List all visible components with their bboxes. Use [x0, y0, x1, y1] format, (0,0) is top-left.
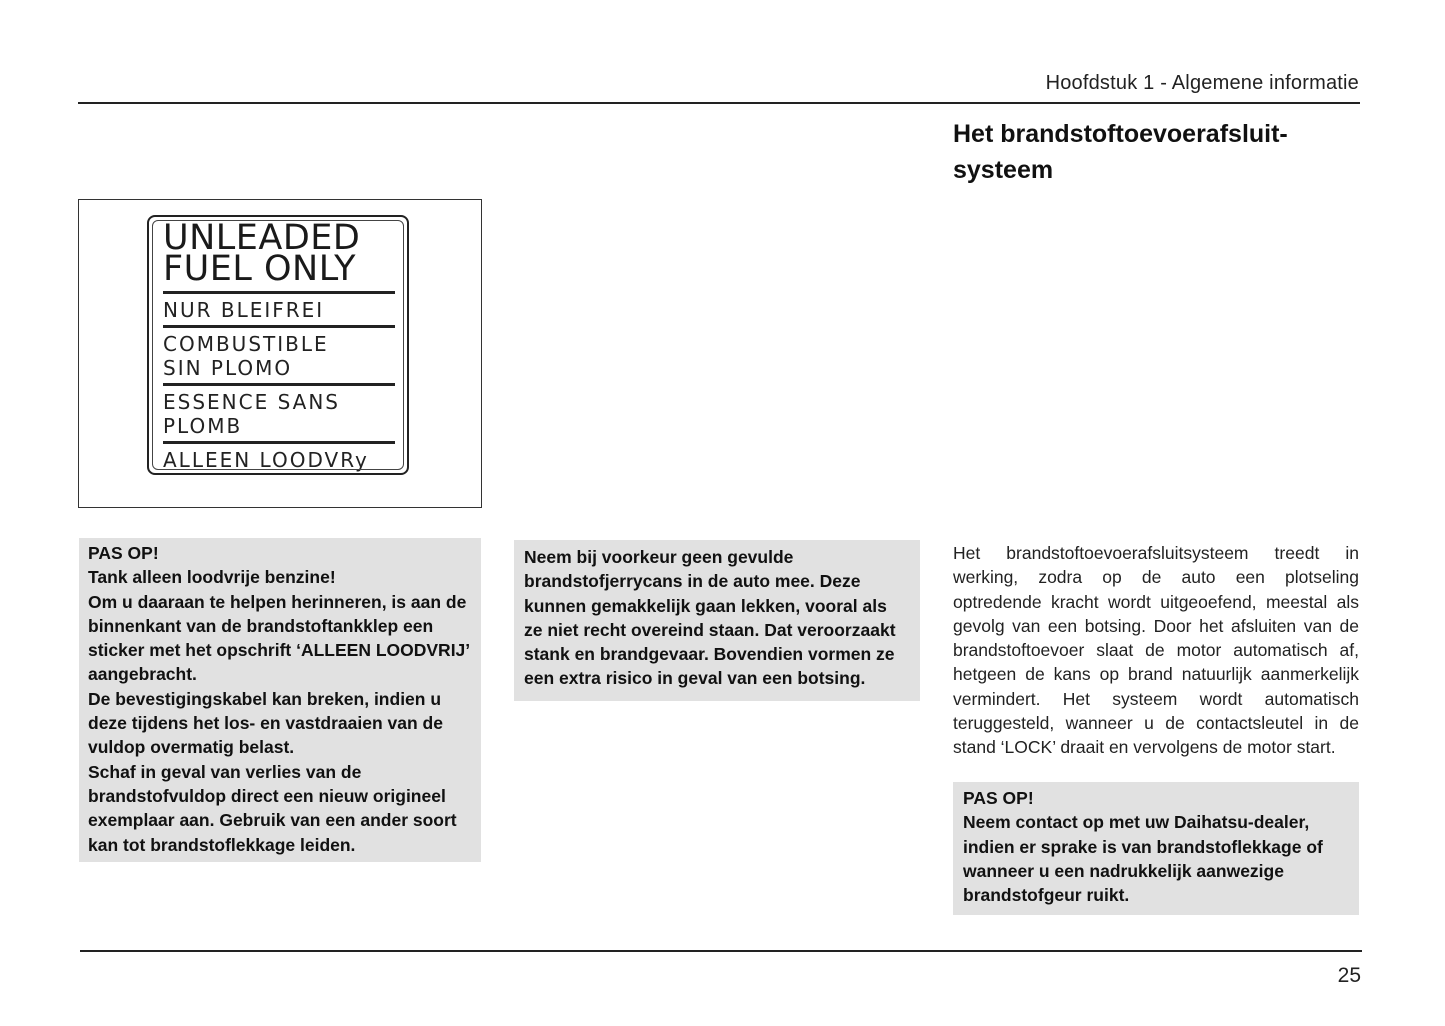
callout-paragraph: De bevestigingskabel kan breken, indien u deze tijdens het los- en vastdraaien van de vuldop overmatig belast. — [88, 688, 443, 758]
sticker-german: NUR BLEIFREI — [163, 298, 325, 322]
warning-callout-leakage — [953, 782, 1359, 915]
sticker-divider — [163, 383, 395, 386]
callout-paragraph: Om u daaraan te helpen herinneren, is aan de binnenkant van de brandstoftankklep een sticker met het opschrift ‘ALLEEN LOODVRIJ’ aangebracht. — [88, 591, 470, 685]
warning-callout-unleaded — [79, 538, 481, 862]
sticker-divider — [163, 441, 395, 444]
page-number: 25 — [1337, 964, 1361, 987]
sticker-spanish: SIN PLOMO — [163, 356, 293, 380]
sticker-divider — [163, 291, 395, 294]
unleaded-fuel-sticker — [147, 215, 409, 475]
chapter-header: Hoofdstuk 1 - Algemene informatie — [1045, 72, 1359, 94]
callout-paragraph: Tank alleen loodvrije benzine! — [88, 567, 336, 588]
sticker-main-line: FUEL ONLY — [163, 249, 356, 289]
callout-paragraph: Neem bij voorkeur geen gevulde brandstofjerrycans in de auto mee. Deze kunnen gemakkelijk gaan lekken, vooral als ze niet recht overeind staan. Dat veroorzaakt stank en brandgevaar. Bovendien vormen ze een extra risico in geval van een botsing. — [524, 547, 896, 689]
callout-paragraph: Schaf in geval van verlies van de brandstofvuldop direct een nieuw origineel exemplaar aan. Gebruik van een ander soort kan tot brandstoflekkage leiden. — [88, 761, 457, 855]
callout-heading: PAS OP! — [88, 543, 159, 563]
callout-paragraph: Neem contact op met uw Daihatsu-dealer, indien er sprake is van brandstoflekkage of wanneer u een nadrukkelijk aanwezige brandstofgeur ruikt. — [963, 812, 1323, 906]
sticker-french: PLOMB — [163, 414, 243, 438]
note-callout-jerrycans — [514, 540, 920, 701]
footer-rule — [80, 950, 1362, 952]
sticker-main-text — [163, 218, 395, 289]
sticker-dutch: ALLEEN LOODVRy — [163, 448, 369, 472]
fuel-sticker-figure — [78, 199, 482, 508]
sticker-french: ESSENCE SANS — [163, 390, 340, 414]
callout-heading: PAS OP! — [963, 788, 1034, 808]
body-paragraph: Het brandstoftoevoerafsluitsysteem treedt in werking, zodra op de auto een plotseling optredende kracht wordt uitgeoefend, meestal als gevolg van een botsing. Door het afsluiten van de brandstoftoevoer slaat de motor automatisch af, hetgeen de kans op brand natuurlijk aanmerkelijk vermindert. Het systeem wordt automatisch teruggesteld, wanneer u de contactsleutel in de stand ‘LOCK’ draait en vervolgens de motor start. — [953, 543, 1359, 758]
sticker-main-line: UNLEADED — [163, 218, 361, 258]
sticker-spanish: COMBUSTIBLE — [163, 332, 329, 356]
section-title: Het brandstoftoevoerafsluit-systeem — [953, 120, 1288, 185]
header-rule — [78, 102, 1360, 104]
sticker-divider — [163, 325, 395, 328]
